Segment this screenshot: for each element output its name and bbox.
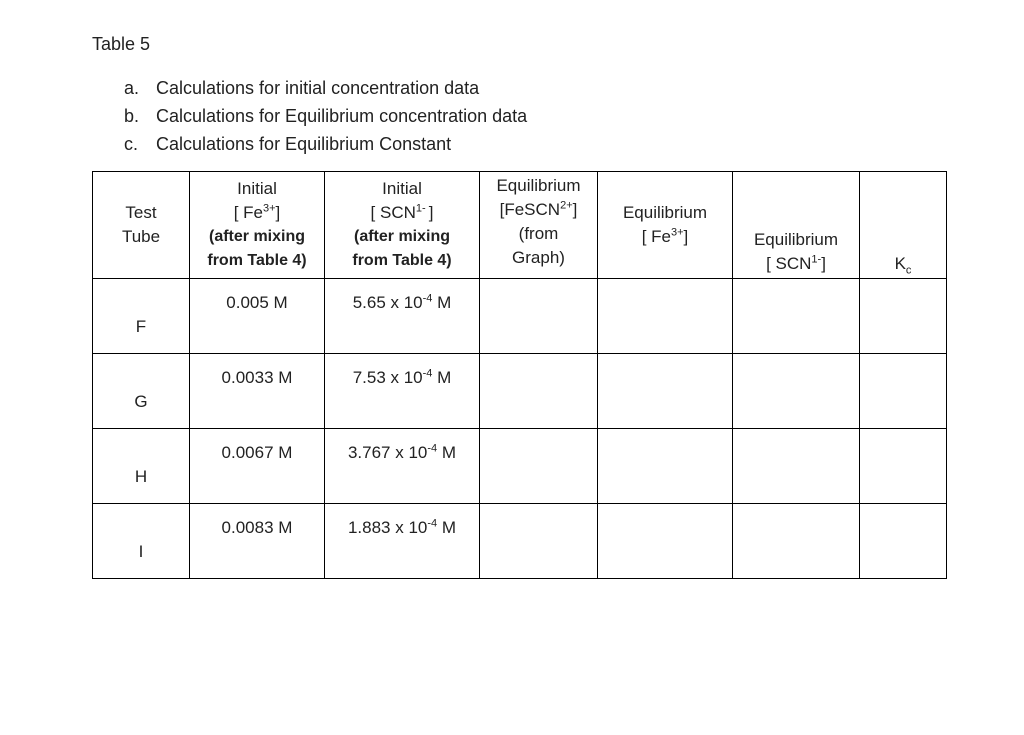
- header-text: Test: [125, 203, 157, 222]
- cell-tube: H: [93, 429, 190, 504]
- list-marker: c.: [124, 134, 139, 154]
- header-text: Equilibrium: [622, 203, 708, 222]
- table-row: [93, 279, 947, 354]
- list-marker: b.: [124, 106, 140, 126]
- header-test-tube: [93, 172, 190, 279]
- cell-kc: [860, 504, 947, 579]
- header-text: Equilibrium: [753, 230, 839, 249]
- cell-initial-fe: 0.0033 M: [190, 354, 325, 429]
- header-initial-fe: [190, 172, 325, 279]
- header-text: Equilibrium: [496, 176, 581, 195]
- cell-eq-fescn: [480, 279, 598, 354]
- header-eq-fe: [598, 172, 733, 279]
- table-title: Table 5: [92, 34, 151, 54]
- data-table: [92, 171, 947, 579]
- cell-eq-fescn: [480, 504, 598, 579]
- header-text: Initial: [382, 179, 422, 198]
- header-eq-scn: [733, 172, 860, 279]
- header-row: [93, 172, 947, 279]
- cell-eq-fe: [598, 354, 733, 429]
- list-item: [124, 74, 527, 102]
- list-item: [124, 102, 527, 130]
- header-species: [ $Fe^{3+}$]: [233, 202, 281, 222]
- list-item-text: Calculations for Equilibrium concentration data: [156, 106, 528, 126]
- cell-eq-scn: [733, 504, 860, 579]
- cell-tube: F: [93, 279, 190, 354]
- header-initial-scn: [325, 172, 480, 279]
- calculation-list: [124, 74, 527, 158]
- cell-initial-scn: 5.65 x $10^{-4}$ M: [325, 279, 480, 354]
- cell-initial-scn: 7.53 x $10^{-4}$ M: [325, 354, 480, 429]
- table-row: [93, 429, 947, 504]
- header-note: from Table 4): [207, 252, 307, 269]
- header-kc: $K_c$: [860, 172, 947, 279]
- cell-tube: G: [93, 354, 190, 429]
- cell-initial-fe: 0.0083 M: [190, 504, 325, 579]
- header-text: Initial: [237, 179, 277, 198]
- list-item-text: Calculations for Equilibrium Constant: [156, 134, 452, 154]
- header-note: (after mixing: [208, 228, 305, 245]
- table-row: [93, 504, 947, 579]
- header-species: [ $Fe^{3+}$]: [641, 226, 689, 246]
- cell-eq-scn: [733, 354, 860, 429]
- list-item: [124, 130, 527, 158]
- header-species: [FeSCN$^{2+}$]: [499, 199, 578, 219]
- cell-tube: I: [93, 504, 190, 579]
- cell-eq-fe: [598, 504, 733, 579]
- header-note: (after mixing: [353, 228, 450, 245]
- cell-initial-scn: 1.883 x $10^{-4}$ M: [325, 504, 480, 579]
- header-text: (from: [518, 224, 559, 243]
- list-marker: a.: [124, 78, 140, 98]
- cell-eq-scn: [733, 429, 860, 504]
- cell-initial-fe: 0.005 M: [190, 279, 325, 354]
- cell-kc: [860, 279, 947, 354]
- header-text: Graph): [512, 248, 565, 267]
- cell-eq-fe: [598, 429, 733, 504]
- table-row: [93, 354, 947, 429]
- cell-eq-fescn: [480, 429, 598, 504]
- cell-eq-fe: [598, 279, 733, 354]
- cell-kc: [860, 429, 947, 504]
- cell-eq-scn: [733, 279, 860, 354]
- header-species: [ $SCN^{1-}$]: [766, 253, 826, 273]
- header-species: [ $SCN^{1-}$ ]: [370, 202, 434, 222]
- cell-initial-fe: 0.0067 M: [190, 429, 325, 504]
- cell-kc: [860, 354, 947, 429]
- header-eq-fescn: [480, 172, 598, 279]
- header-text: Tube: [121, 227, 161, 246]
- list-item-text: Calculations for initial concentration data: [156, 78, 480, 98]
- cell-initial-scn: 3.767 x $10^{-4}$ M: [325, 429, 480, 504]
- header-note: from Table 4): [352, 252, 452, 269]
- cell-eq-fescn: [480, 354, 598, 429]
